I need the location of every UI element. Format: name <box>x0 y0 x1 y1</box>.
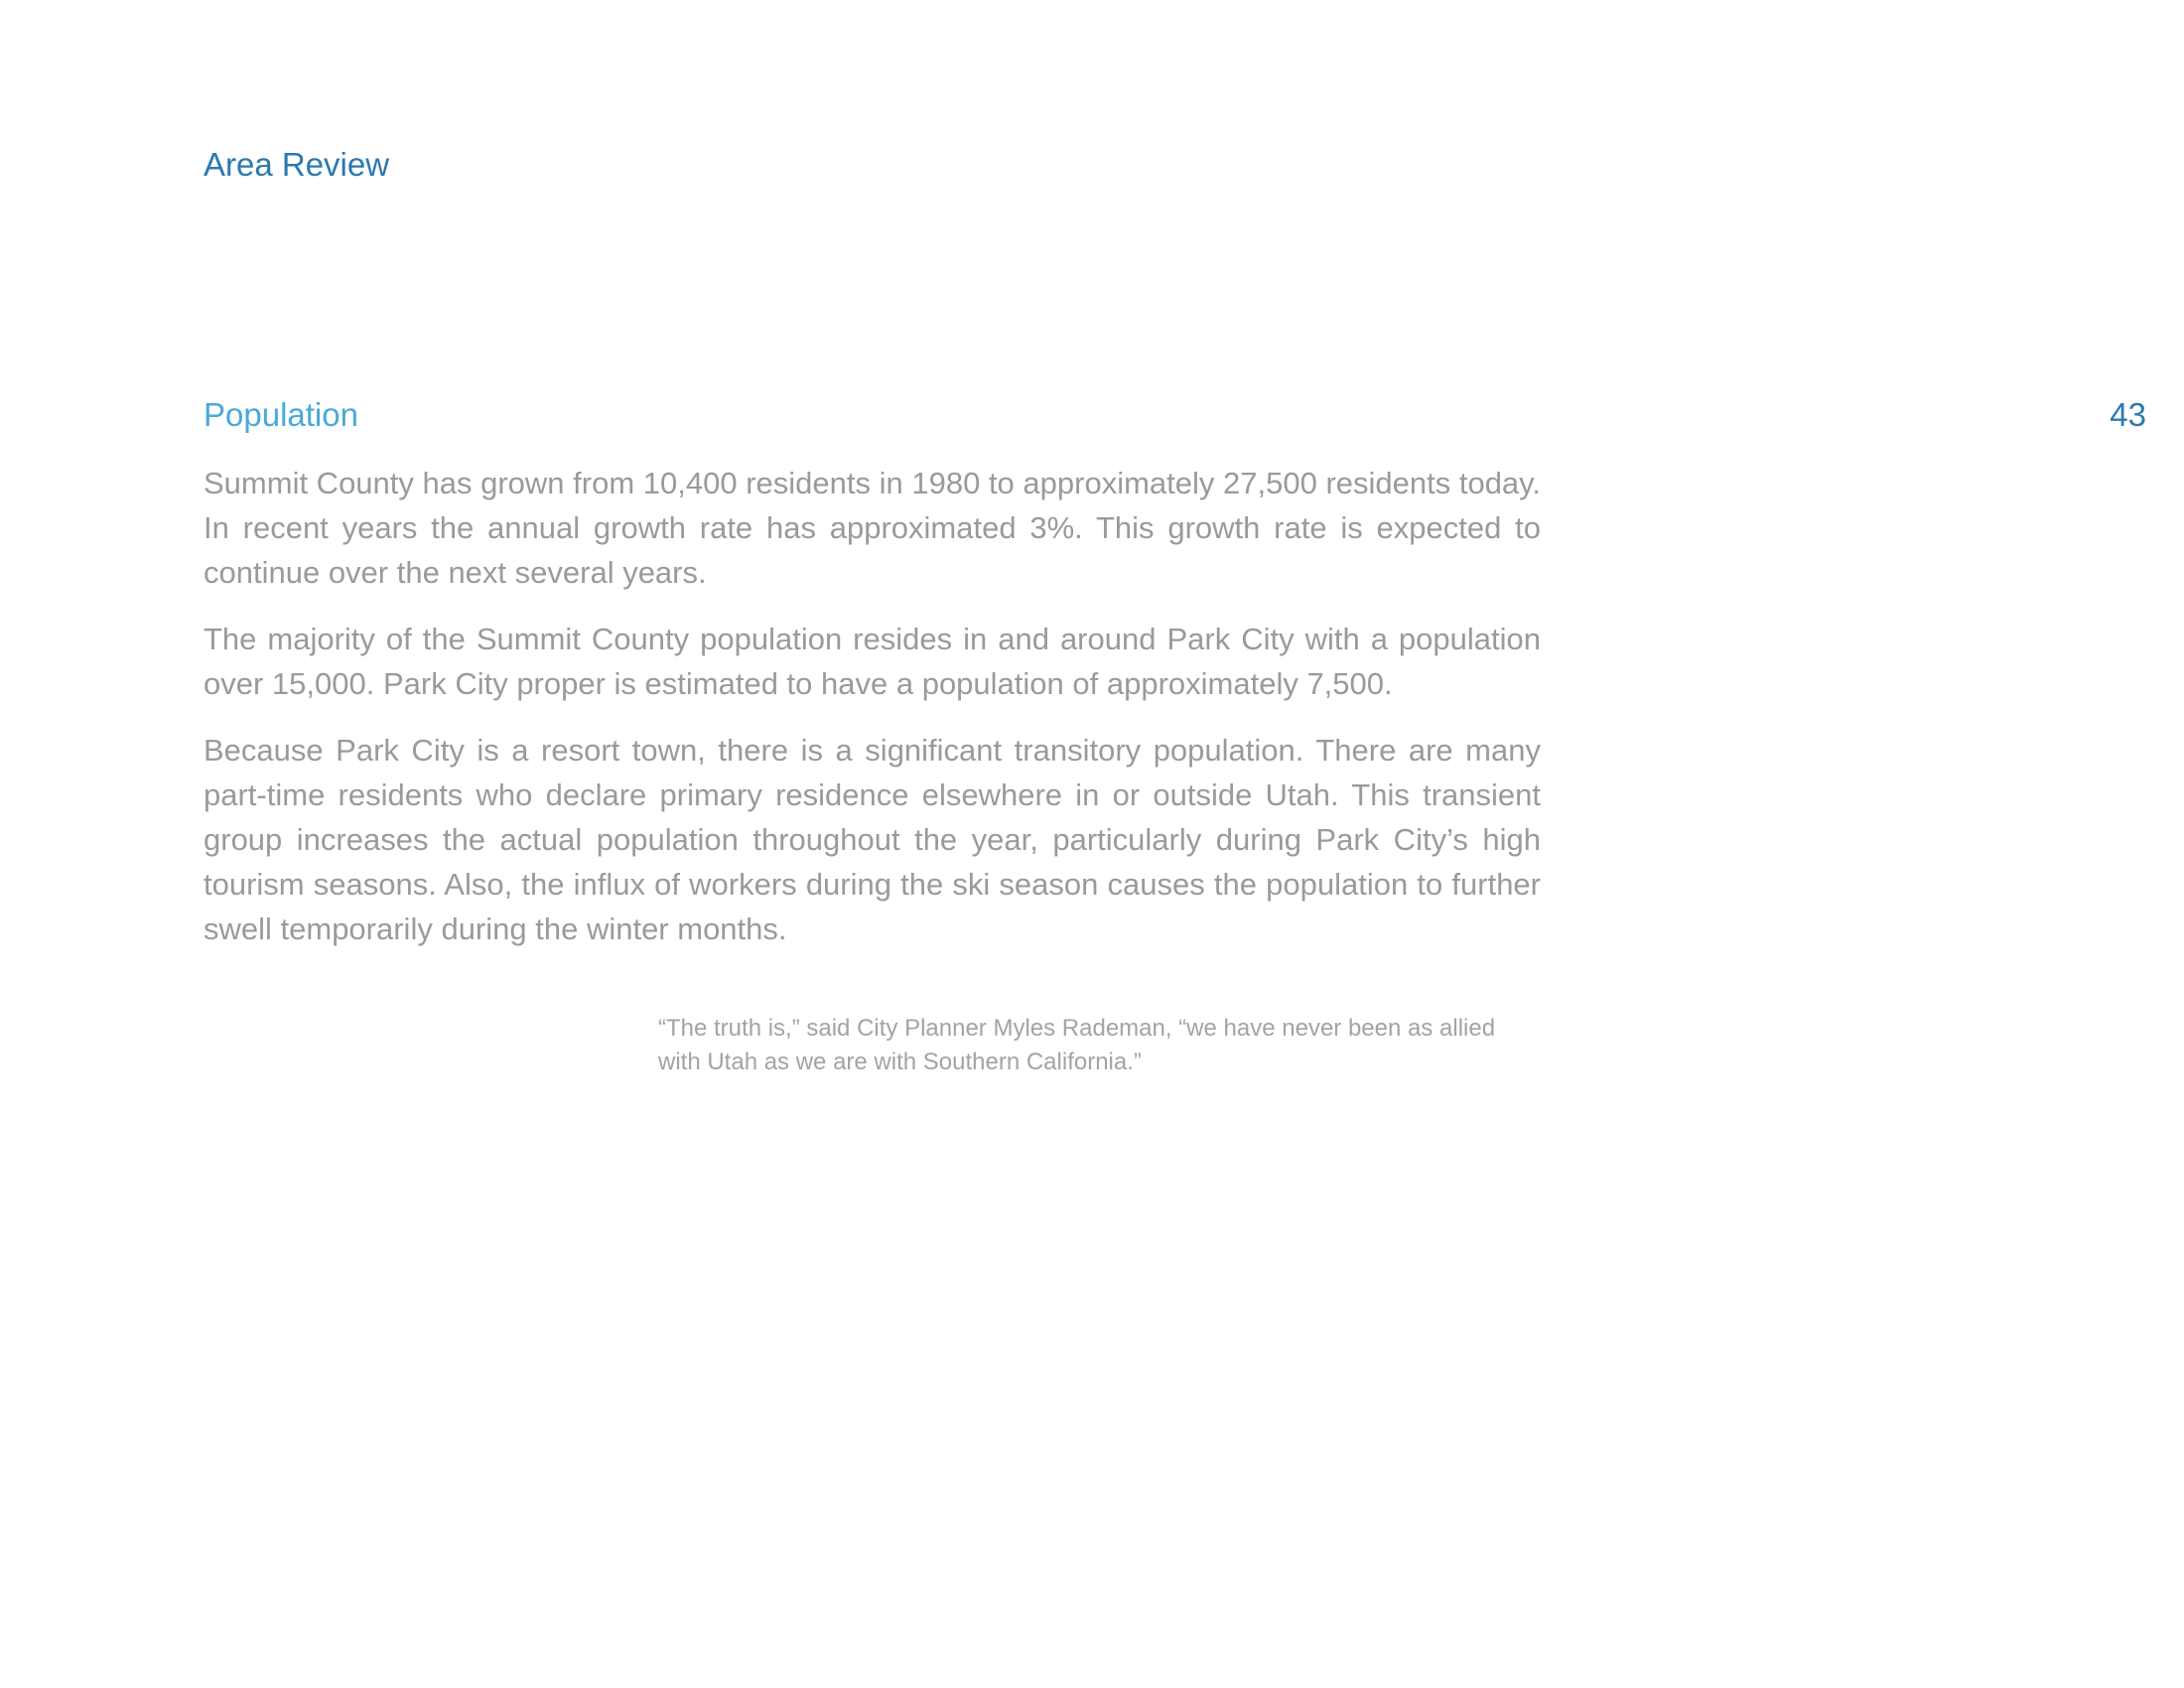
paragraph-growth: Summit County has grown from 10,400 residents in 1980 to approximately 27,500 residents today. In recent years the annual growth rate has approximated 3%. This growth rate is expected to continue over the next several years. <box>204 466 1541 590</box>
paragraph-park-city: The majority of the Summit County population resides in and around Park City with a population over 15,000. Park City proper is estimated to have a population of approximately 7,500. <box>204 622 1541 701</box>
body-text <box>204 461 1541 973</box>
page-number: 43 <box>2110 396 2146 433</box>
running-head: Area Review <box>204 146 390 183</box>
paragraph-transitory-population: Because Park City is a resort town, there is a significant transitory population. There are many part-time residents who declare primary residence elsewhere in or outside Utah. This transient group increases the actual population throughout the year, particularly during Park City’s high tourism seasons. Also, the influx of workers during the ski season causes the population to further swell temporarily during the winter months. <box>204 733 1541 946</box>
pull-quote: “The truth is,” said City Planner Myles Rademan, “we have never been as allied with Utah as we are with Southern California.” <box>658 1015 1496 1075</box>
section-title: Population <box>204 396 358 433</box>
